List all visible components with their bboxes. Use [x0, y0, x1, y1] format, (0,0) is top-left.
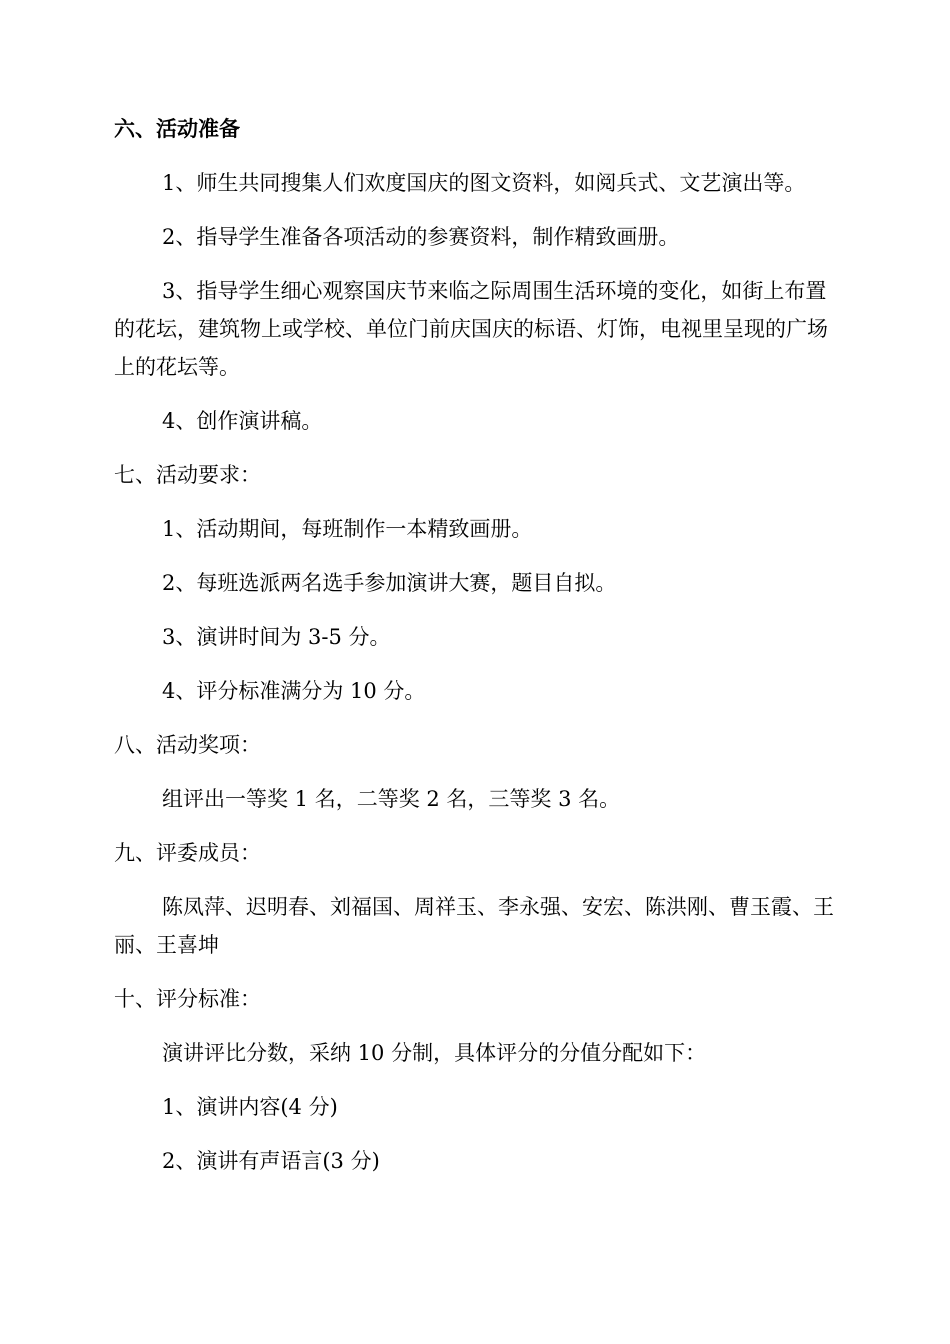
- section-6-heading: 六、活动准备: [114, 116, 240, 141]
- section-9-text: 陈凤萍、迟明春、刘福国、周祥玉、李永强、安宏、陈洪刚、曹玉霞、王丽、王喜坤: [114, 895, 834, 957]
- document-page: [114, 110, 834, 1180]
- section-6-item-2: 2、指导学生准备各项活动的参赛资料，制作精致画册。: [162, 225, 680, 249]
- section-7-item-2: 2、每班选派两名选手参加演讲大赛，题目自拟。: [162, 571, 617, 595]
- section-10-item-2: 2、演讲有声语言(3 分): [162, 1149, 380, 1173]
- section-6-item-3: 3、指导学生细心观察国庆节来临之际周围生活环境的变化，如街上布置的花坛，建筑物上或学校、单位门前庆国庆的标语、灯饰，电视里呈现的广场上的花坛等。: [114, 279, 828, 379]
- section-10-item-1: 1、演讲内容(4 分): [162, 1095, 338, 1119]
- section-7-heading: 七、活动要求：: [114, 463, 261, 487]
- section-7-item-1: 1、活动期间，每班制作一本精致画册。: [162, 517, 533, 541]
- section-10-heading: 十、评分标准：: [114, 987, 261, 1011]
- section-8-text: 组评出一等奖 1 名，二等奖 2 名，三等奖 3 名。: [162, 787, 621, 811]
- section-6-item-4: 4、创作演讲稿。: [162, 409, 323, 433]
- section-9-heading: 九、评委成员：: [114, 841, 261, 865]
- section-10-intro: 演讲评比分数，采纳 10 分制，具体评分的分值分配如下：: [162, 1041, 707, 1065]
- section-7-item-4: 4、评分标准满分为 10 分。: [162, 679, 426, 703]
- section-6-item-1: 1、师生共同搜集人们欢度国庆的图文资料，如阅兵式、文艺演出等。: [162, 171, 806, 195]
- section-7-item-3: 3、演讲时间为 3-5 分。: [162, 625, 391, 649]
- section-8-heading: 八、活动奖项：: [114, 733, 261, 757]
